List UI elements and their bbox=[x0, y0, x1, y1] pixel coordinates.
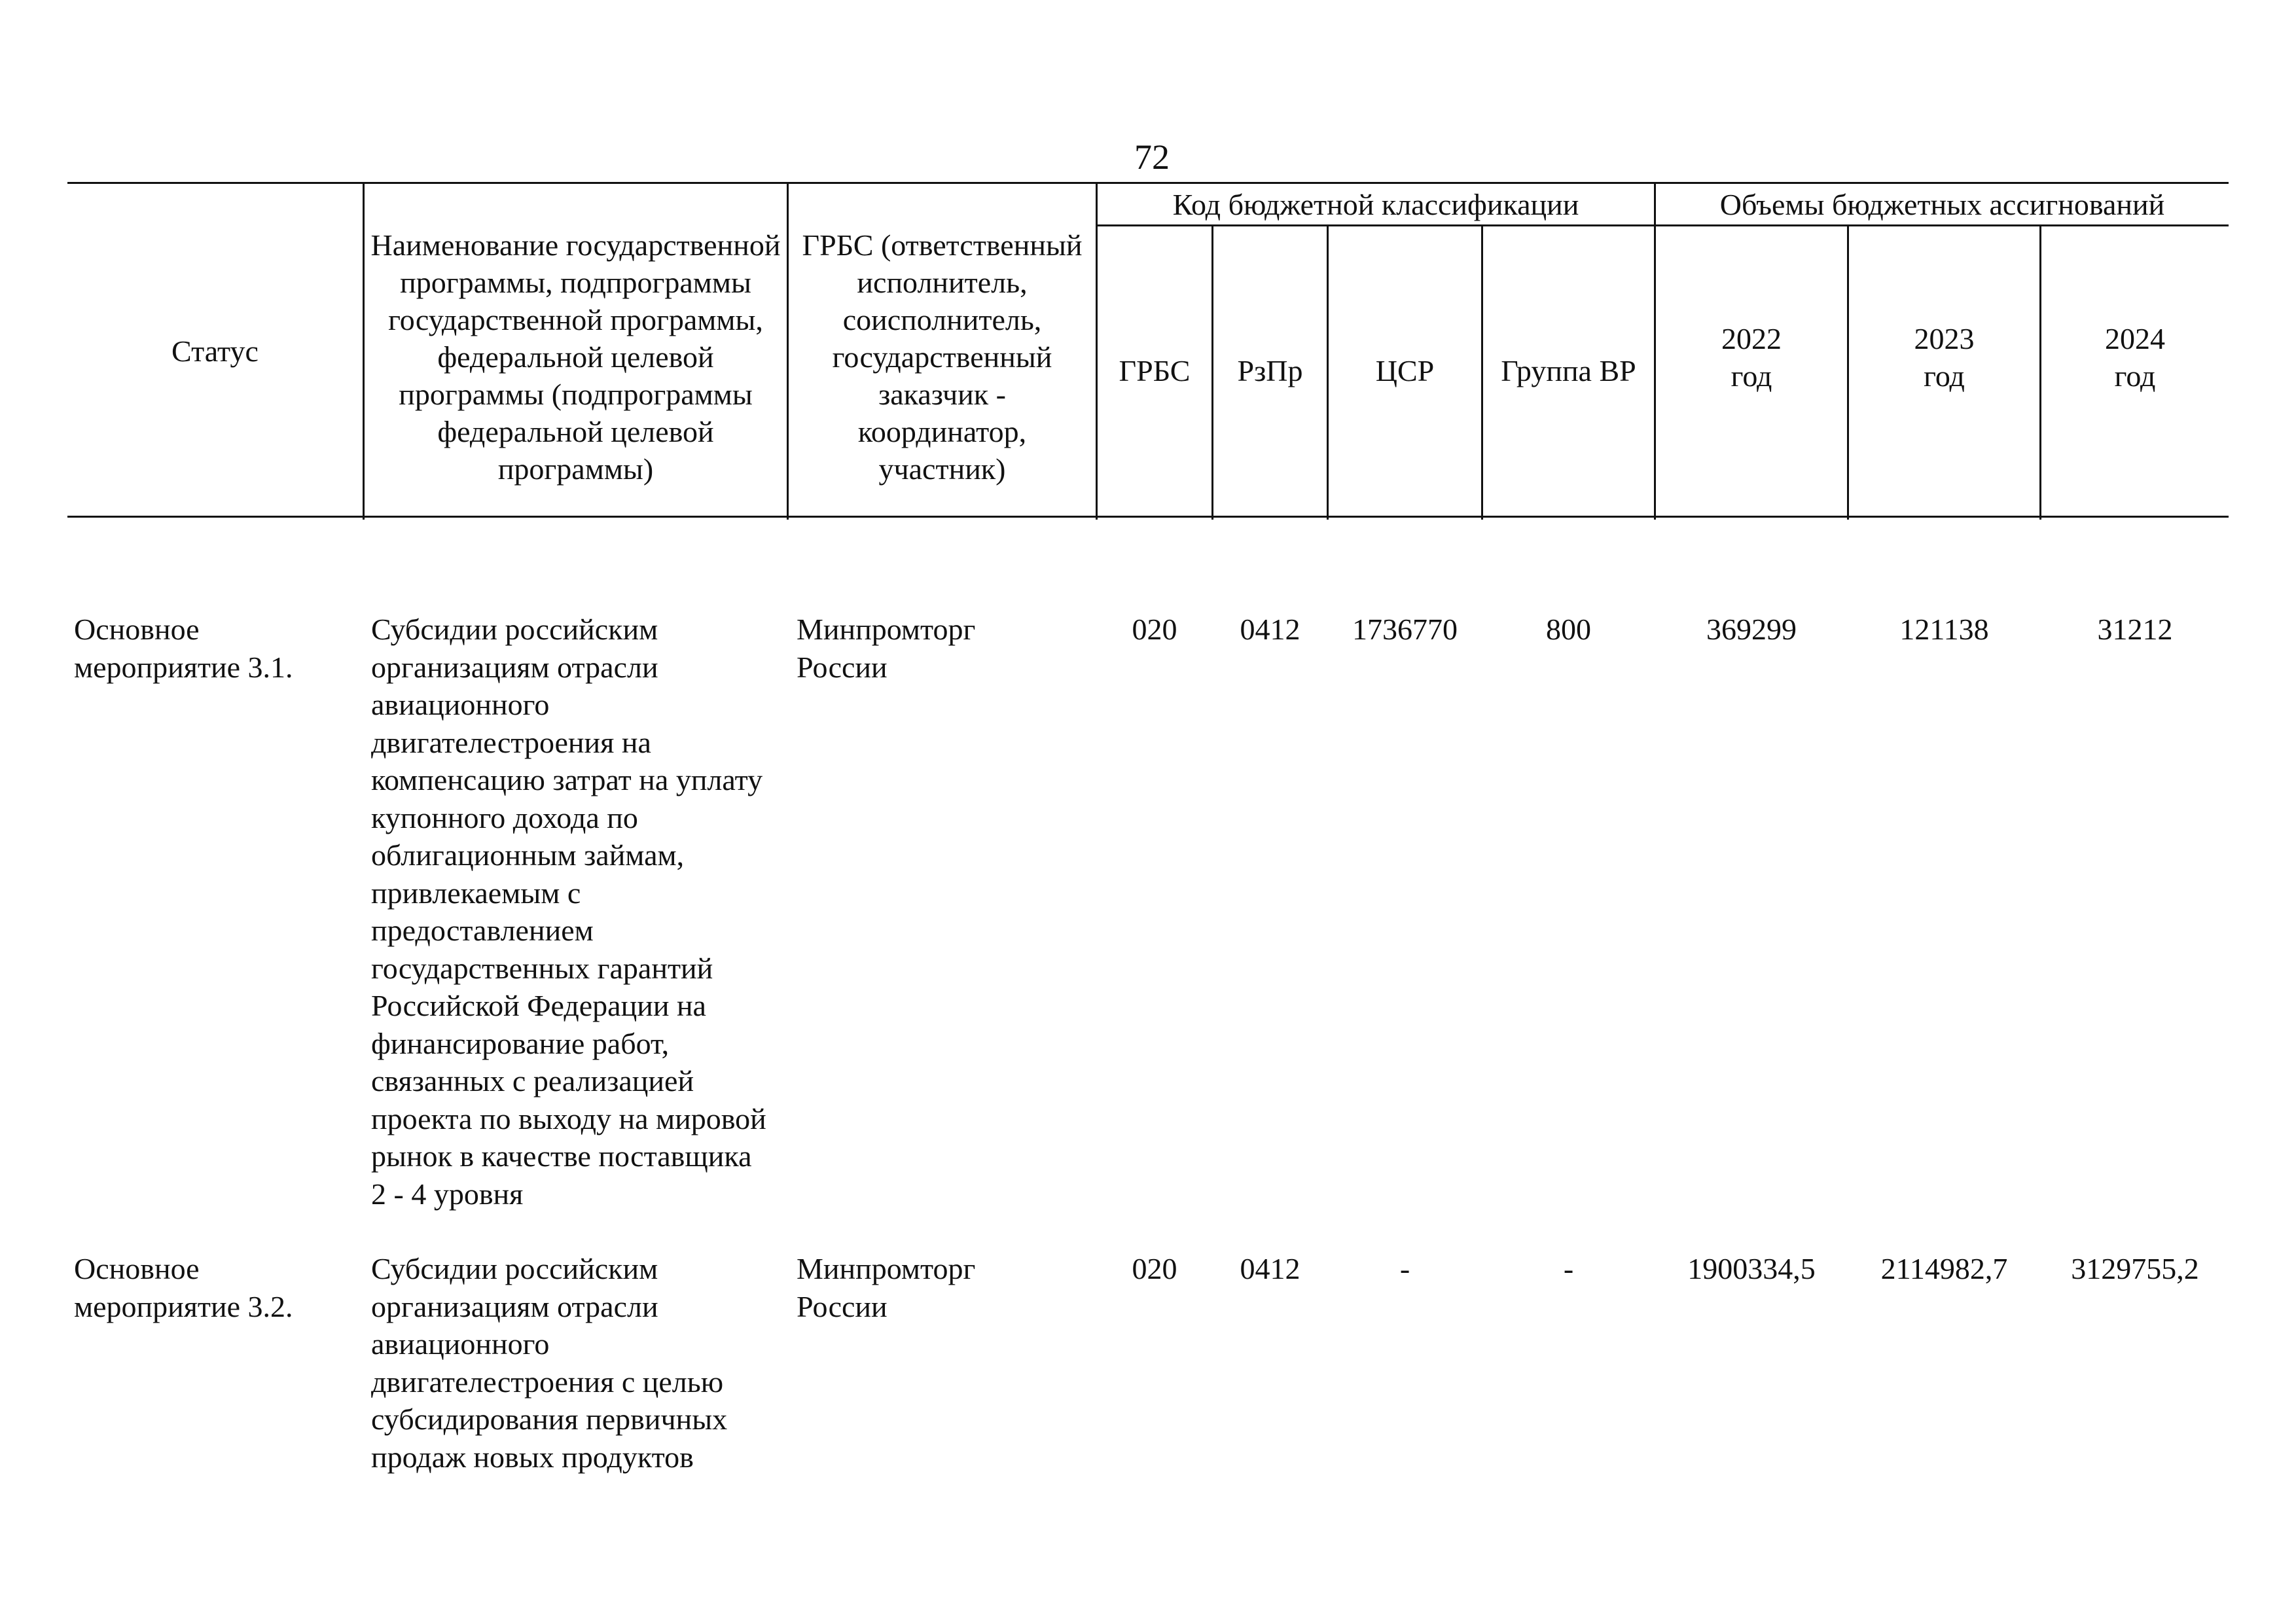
header-csr: ЦСР bbox=[1375, 353, 1435, 387]
row-name: Субсидии российским организациям отрасли авиационного двигателестроения с целью субсидирования первичных продаж новых продуктов bbox=[371, 1252, 728, 1474]
header-year-2023 bbox=[1849, 226, 2039, 488]
header-year-2024 bbox=[2041, 226, 2229, 488]
header-grbs: ГРБС bbox=[1119, 353, 1191, 387]
year-word: год bbox=[1731, 359, 1772, 393]
row-grbs: 020 bbox=[1132, 1252, 1177, 1285]
row-rzpr: 0412 bbox=[1240, 613, 1300, 646]
row-group-vr: - bbox=[1563, 1252, 1574, 1285]
row-v2023: 121138 bbox=[1899, 613, 1989, 646]
header-status: Статус bbox=[171, 334, 259, 368]
header-rzpr: РзПр bbox=[1237, 353, 1303, 387]
row-group-vr: 800 bbox=[1546, 613, 1591, 646]
year-label: 2024 bbox=[2105, 322, 2165, 355]
row-v2023: 2114982,7 bbox=[1880, 1252, 2008, 1285]
table-header bbox=[67, 182, 2229, 518]
year-word: год bbox=[2114, 359, 2156, 393]
row-v2022: 1900334,5 bbox=[1687, 1252, 1816, 1285]
header-year-2022 bbox=[1656, 226, 1847, 488]
row-csr: - bbox=[1399, 1252, 1410, 1285]
header-name: Наименование государственной программы, подпрограммы государственной программы, федеральной целевой программы (подпрограммы федеральной целевой программы) bbox=[370, 228, 781, 486]
row-name: Субсидии российским организациям отрасли авиационного двигателестроения на компенсацию затрат на уплату купонного дохода по облигационным займам, привлекаемым с предоставлением государственных гарантий Российской Федерации на финансирование работ, связанных с реализацией проекта по выходу на мировой рынок в качестве поставщика 2 - 4 уровня bbox=[371, 613, 766, 1211]
row-grbs: 020 bbox=[1132, 613, 1177, 646]
year-word: год bbox=[1924, 359, 1965, 393]
row-v2024: 3129755,2 bbox=[2071, 1252, 2199, 1285]
row-v2022: 369299 bbox=[1706, 613, 1797, 646]
year-label: 2023 bbox=[1914, 322, 1975, 355]
header-volumes-group: Объемы бюджетных ассигнований bbox=[1719, 187, 2165, 221]
row-csr: 1736770 bbox=[1352, 613, 1458, 646]
row-status: Основное мероприятие 3.1. bbox=[74, 613, 293, 684]
row-grbs-name: Минпромторг России bbox=[797, 1252, 976, 1323]
row-rzpr: 0412 bbox=[1240, 1252, 1300, 1285]
header-budget-code-group: Код бюджетной классификации bbox=[1172, 187, 1579, 221]
page-number: 72 bbox=[1134, 137, 1170, 177]
header-grbs-role: ГРБС (ответственный исполнитель, соисполнитель, государственный заказчик - координатор, участник) bbox=[802, 228, 1083, 486]
row-v2024: 31212 bbox=[2097, 613, 2173, 646]
row-status: Основное мероприятие 3.2. bbox=[74, 1252, 293, 1323]
row-grbs-name: Минпромторг России bbox=[797, 613, 976, 684]
header-group-vr: Группа ВР bbox=[1501, 353, 1636, 387]
year-label: 2022 bbox=[1721, 322, 1782, 355]
